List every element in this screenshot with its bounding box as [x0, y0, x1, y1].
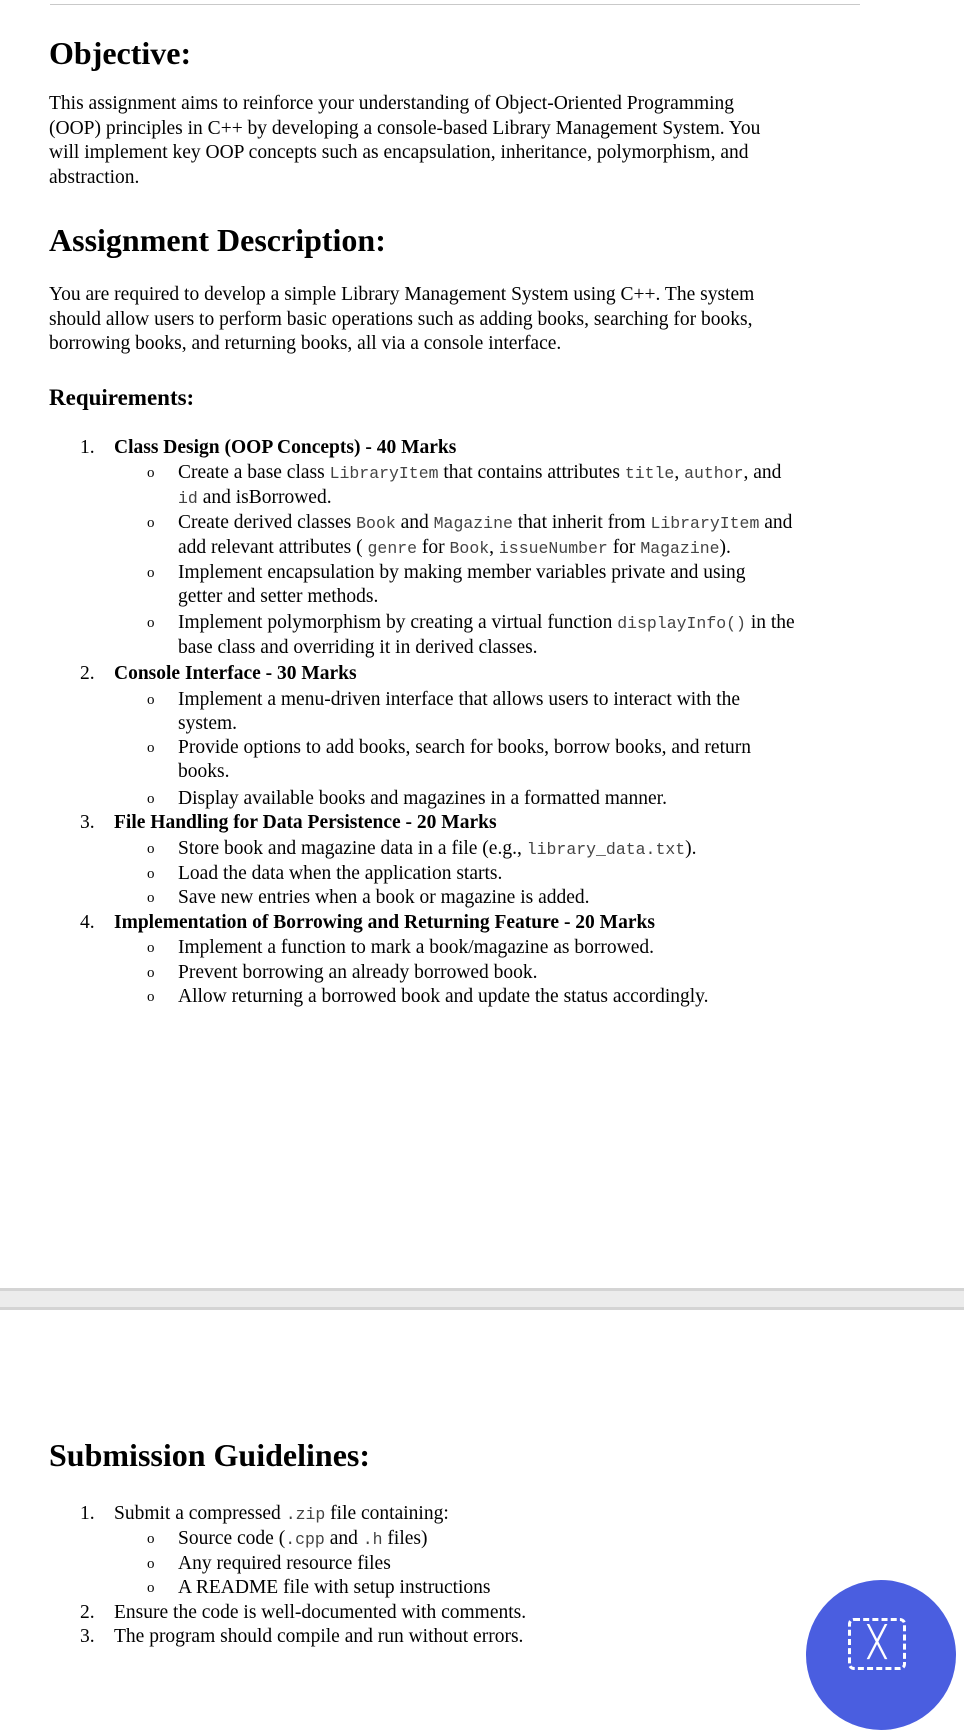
bullet-icon: o [147, 989, 155, 1005]
bullet-icon: o [147, 841, 155, 857]
list-item: Load the data when the application starts. [178, 863, 503, 884]
list-item: Source code (.cpp and .h files) [178, 1528, 428, 1549]
requirements-heading: Requirements: [49, 385, 195, 410]
list-item: Prevent borrowing an already borrowed book. [178, 962, 538, 983]
page-top-rule [50, 4, 860, 5]
list-number: 1. [80, 437, 95, 458]
bullet-icon: o [147, 515, 155, 531]
bullet-icon: o [147, 1580, 155, 1596]
list-item: Store book and magazine data in a file (e.g., library_data.txt). [178, 838, 697, 859]
requirement-title: Class Design (OOP Concepts) - 40 Marks [114, 437, 457, 458]
list-item: Any required resource files [178, 1553, 391, 1574]
list-number: 1. [80, 1503, 95, 1524]
list-item: Implement a menu-driven interface that allows users to interact with the system. [178, 689, 741, 734]
list-number: 3. [80, 1626, 95, 1647]
list-item: Submit a compressed .zip file containing: [114, 1503, 449, 1524]
submission-heading: Submission Guidelines: [49, 1437, 370, 1473]
bullet-icon: o [147, 1531, 155, 1547]
page-separator [0, 1288, 964, 1310]
bullet-icon: o [147, 740, 155, 756]
bullet-icon: o [147, 465, 155, 481]
list-item: Display available books and magazines in a formatted manner. [178, 788, 667, 809]
list-number: 2. [80, 1602, 95, 1623]
objective-paragraph: This assignment aims to reinforce your understanding of Object-Oriented Programming (OOP) principles in C++ by developing a console-based Library Management System. You will implement key OOP concepts such as encapsulation, inheritance, polymorphism, and abstraction. [49, 93, 761, 188]
list-item: The program should compile and run without errors. [114, 1626, 524, 1647]
bullet-icon: o [147, 866, 155, 882]
bullet-icon: o [147, 965, 155, 981]
requirement-title: Implementation of Borrowing and Returning Feature - 20 Marks [114, 912, 655, 933]
description-paragraph: You are required to develop a simple Library Management System using C++. The system should allow users to perform basic operations such as adding books, searching for books, borrowing books, and returning books, all via a console interface. [49, 284, 755, 354]
bullet-icon: o [147, 615, 155, 631]
description-heading: Assignment Description: [49, 222, 386, 258]
bullet-icon: o [147, 791, 155, 807]
list-item: Provide options to add books, search for books, borrow books, and return books. [178, 737, 751, 782]
requirement-title: File Handling for Data Persistence - 20 Marks [114, 812, 497, 833]
bullet-icon: o [147, 692, 155, 708]
list-number: 4. [80, 912, 95, 933]
bullet-icon: o [147, 940, 155, 956]
list-item: Implement polymorphism by creating a virtual function displayInfo() in the base class and overriding it in derived classes. [178, 612, 795, 658]
list-item: Implement encapsulation by making member variables private and using getter and setter methods. [178, 562, 746, 607]
list-item: Implement a function to mark a book/magazine as borrowed. [178, 937, 654, 958]
list-item: Create a base class LibraryItem that contains attributes title, author, and id and isBorrowed. [178, 462, 782, 508]
screenshot-icon[interactable]: ╳ [848, 1618, 906, 1670]
bullet-icon: o [147, 890, 155, 906]
list-item: Create derived classes Book and Magazine that inherit from LibraryItem and add relevant attributes ( genre for Book, issueNumber for Magazine). [178, 512, 793, 558]
list-item: Allow returning a borrowed book and update the status accordingly. [178, 986, 709, 1007]
list-item: Save new entries when a book or magazine is added. [178, 887, 590, 908]
list-number: 2. [80, 663, 95, 684]
list-item: A README file with setup instructions [178, 1577, 491, 1598]
objective-heading: Objective: [49, 35, 192, 71]
bullet-icon: o [147, 1556, 155, 1572]
bullet-icon: o [147, 565, 155, 581]
list-number: 3. [80, 812, 95, 833]
list-item: Ensure the code is well-documented with comments. [114, 1602, 527, 1623]
requirement-title: Console Interface - 30 Marks [114, 663, 357, 684]
